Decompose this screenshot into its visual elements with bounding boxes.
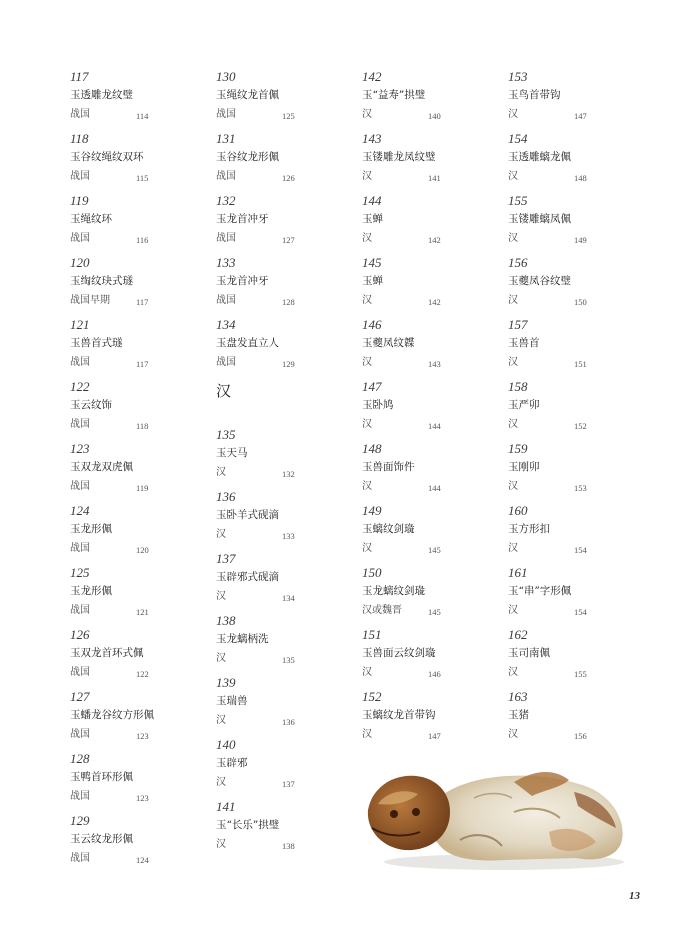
- entry-title: 玉龙螭柄洗: [216, 633, 269, 645]
- entry-title: 玉绳纹环: [70, 213, 112, 225]
- entry-page: 155: [574, 669, 587, 679]
- toc-entry[interactable]: [508, 688, 648, 750]
- toc-entry[interactable]: [362, 688, 502, 750]
- toc-entry[interactable]: [70, 564, 210, 626]
- entry-number: 146: [362, 317, 382, 332]
- entry-page: 125: [282, 111, 295, 121]
- toc-entry[interactable]: [70, 626, 210, 688]
- entry-period: 战国: [216, 233, 236, 244]
- entry-meta: [508, 353, 648, 378]
- toc-entry[interactable]: [216, 674, 356, 736]
- entry-number: 150: [362, 565, 382, 580]
- entry-meta: [70, 353, 210, 378]
- entry-title: 玉天马: [216, 447, 248, 459]
- toc-entry[interactable]: [508, 192, 648, 254]
- entry-meta: [70, 849, 210, 874]
- entry-meta: [362, 229, 502, 254]
- entry-period: 汉: [508, 171, 518, 182]
- entry-period: 汉: [362, 109, 372, 120]
- entry-period: 汉: [508, 357, 518, 368]
- toc-entry[interactable]: [70, 378, 210, 440]
- entry-title: 玉夔凤谷纹璧: [508, 275, 571, 287]
- entry-period: 战国: [216, 295, 236, 306]
- entry-meta: [216, 463, 356, 488]
- entry-number: 147: [362, 379, 382, 394]
- entry-period: 汉: [216, 777, 226, 788]
- toc-entry[interactable]: [362, 130, 502, 192]
- entry-meta: [70, 415, 210, 440]
- entry-period: 战国早期: [70, 295, 110, 306]
- entry-period: 汉: [362, 543, 372, 554]
- entry-number: 139: [216, 675, 236, 690]
- entry-title: 玉兽面饰件: [362, 461, 415, 473]
- entry-meta: [70, 105, 210, 130]
- entry-meta: [362, 167, 502, 192]
- toc-entry[interactable]: [216, 550, 356, 612]
- entry-number: 156: [508, 255, 528, 270]
- entry-title: 玉盘发直立人: [216, 337, 279, 349]
- toc-entry[interactable]: [70, 812, 210, 874]
- entry-meta: [70, 167, 210, 192]
- entry-number: 153: [508, 69, 528, 84]
- entry-title: 玉螭纹龙首带钩: [362, 709, 436, 721]
- entry-title: 玉龙首冲牙: [216, 213, 269, 225]
- entry-number: 130: [216, 69, 236, 84]
- entry-page: 151: [574, 359, 587, 369]
- toc-entry[interactable]: [216, 192, 356, 254]
- entry-title: 玉云纹饰: [70, 399, 112, 411]
- entry-title: 玉蝉: [362, 213, 383, 225]
- entry-title: 玉蝉: [362, 275, 383, 287]
- entry-title: 玉瑞兽: [216, 695, 248, 707]
- entry-number: 142: [362, 69, 382, 84]
- entry-period: 战国: [70, 605, 90, 616]
- entry-number: 145: [362, 255, 382, 270]
- entry-meta: [362, 477, 502, 502]
- page-number: 13: [629, 890, 640, 902]
- entry-period: 汉: [362, 729, 372, 740]
- entry-meta: [362, 539, 502, 564]
- entry-period: 战国: [216, 357, 236, 368]
- entry-period: 战国: [70, 109, 90, 120]
- entry-period: 战国: [216, 109, 236, 120]
- entry-page: 154: [574, 545, 587, 555]
- entry-number: 133: [216, 255, 236, 270]
- jade-beast-image: [364, 762, 630, 872]
- toc-entry[interactable]: [216, 130, 356, 192]
- entry-title: 玉卧鸠: [362, 399, 394, 411]
- entry-page: 117: [136, 359, 149, 369]
- toc-column-3: [362, 68, 502, 750]
- entry-number: 125: [70, 565, 90, 580]
- entry-number: 149: [362, 503, 382, 518]
- entry-period: 汉: [216, 467, 226, 478]
- entry-period: 汉: [508, 233, 518, 244]
- entry-page: 142: [428, 235, 441, 245]
- entry-period: 汉: [362, 357, 372, 368]
- entry-period: 战国: [70, 853, 90, 864]
- entry-period: 汉: [508, 295, 518, 306]
- entry-number: 140: [216, 737, 236, 752]
- entry-page: 133: [282, 531, 295, 541]
- entry-period: 汉: [362, 667, 372, 678]
- entry-title: 玉谷纹龙形佩: [216, 151, 279, 163]
- entry-title: 玉司南佩: [508, 647, 550, 659]
- entry-page: 121: [136, 607, 149, 617]
- toc-entry[interactable]: [362, 378, 502, 440]
- entry-period: 汉: [508, 481, 518, 492]
- entry-meta: [70, 291, 210, 316]
- toc-entry[interactable]: [508, 130, 648, 192]
- toc-entry[interactable]: [362, 68, 502, 130]
- entry-period: 战国: [70, 233, 90, 244]
- entry-period: 汉: [216, 839, 226, 850]
- toc-entry[interactable]: [216, 736, 356, 798]
- entry-period: 战国: [70, 729, 90, 740]
- toc-entry[interactable]: [362, 192, 502, 254]
- toc-entry[interactable]: [70, 192, 210, 254]
- entry-period: 战国: [70, 481, 90, 492]
- entry-title: 玉夔凤纹韘: [362, 337, 415, 349]
- entry-title: 玉镂雕龙凤纹璧: [362, 151, 436, 163]
- toc-entry[interactable]: [70, 316, 210, 378]
- entry-page: 134: [282, 593, 295, 603]
- entry-title: 玉双龙首环式佩: [70, 647, 144, 659]
- entry-meta: [216, 649, 356, 674]
- entry-meta: [508, 229, 648, 254]
- toc-entry[interactable]: [362, 440, 502, 502]
- entry-page: 141: [428, 173, 441, 183]
- entry-period: 战国: [70, 667, 90, 678]
- entry-number: 163: [508, 689, 528, 704]
- entry-page: 150: [574, 297, 587, 307]
- toc-entry[interactable]: [70, 688, 210, 750]
- entry-number: 159: [508, 441, 528, 456]
- entry-period: 战国: [216, 171, 236, 182]
- entry-meta: [362, 415, 502, 440]
- entry-number: 132: [216, 193, 236, 208]
- entry-page: 154: [574, 607, 587, 617]
- entry-meta: [216, 229, 356, 254]
- entry-number: 124: [70, 503, 90, 518]
- entry-number: 136: [216, 489, 236, 504]
- entry-number: 127: [70, 689, 90, 704]
- toc-entry[interactable]: [216, 316, 356, 378]
- toc-column-2: [216, 68, 356, 860]
- entry-period: 战国: [70, 419, 90, 430]
- toc-entry[interactable]: [362, 254, 502, 316]
- entry-meta: [508, 105, 648, 130]
- entry-page: 143: [428, 359, 441, 369]
- entry-number: 137: [216, 551, 236, 566]
- entry-page: 138: [282, 841, 295, 851]
- entry-title: 玉刚卯: [508, 461, 540, 473]
- entry-meta: [216, 711, 356, 736]
- entry-page: 128: [282, 297, 295, 307]
- entry-number: 134: [216, 317, 236, 332]
- entry-number: 119: [70, 193, 89, 208]
- entry-page: 135: [282, 655, 295, 665]
- entry-title: 玉镂雕螭凤佩: [508, 213, 571, 225]
- entry-period: 战国: [70, 543, 90, 554]
- entry-period: 战国: [70, 357, 90, 368]
- toc-entry[interactable]: [362, 316, 502, 378]
- entry-number: 122: [70, 379, 90, 394]
- entry-page: 118: [136, 421, 149, 431]
- entry-page: 124: [136, 855, 149, 865]
- toc-entry[interactable]: [362, 502, 502, 564]
- entry-meta: [70, 725, 210, 750]
- entry-meta: [362, 353, 502, 378]
- entry-title: 玉龙形佩: [70, 523, 112, 535]
- toc-column-1: [70, 68, 210, 874]
- entry-number: 126: [70, 627, 90, 642]
- toc-entry[interactable]: [508, 502, 648, 564]
- entry-page: 146: [428, 669, 441, 679]
- entry-title: 玉卧羊式砚滴: [216, 509, 279, 521]
- toc-entry[interactable]: [508, 316, 648, 378]
- entry-title: 玉龙首冲牙: [216, 275, 269, 287]
- entry-period: 汉: [216, 715, 226, 726]
- entry-page: 115: [136, 173, 149, 183]
- entry-title: 玉绳纹龙首佩: [216, 89, 279, 101]
- entry-title: 玉蟠龙谷纹方形佩: [70, 709, 154, 721]
- entry-page: 142: [428, 297, 441, 307]
- entry-title: 玉透雕螭龙佩: [508, 151, 571, 163]
- entry-page: 129: [282, 359, 295, 369]
- entry-meta: [216, 167, 356, 192]
- entry-title: 玉谷纹绳纹双环: [70, 151, 144, 163]
- entry-meta: [70, 663, 210, 688]
- entry-page: 140: [428, 111, 441, 121]
- entry-period: 汉: [362, 233, 372, 244]
- entry-meta: [508, 477, 648, 502]
- toc-entry[interactable]: [508, 254, 648, 316]
- entry-title: 玉鸟首带钩: [508, 89, 561, 101]
- entry-meta: [70, 229, 210, 254]
- entry-title: 玉严卯: [508, 399, 540, 411]
- entry-page: 127: [282, 235, 295, 245]
- entry-period: 战国: [70, 171, 90, 182]
- entry-page: 156: [574, 731, 587, 741]
- entry-page: 114: [136, 111, 149, 121]
- entry-number: 158: [508, 379, 528, 394]
- entry-page: 147: [428, 731, 441, 741]
- entry-page: 123: [136, 731, 149, 741]
- entry-meta: [508, 663, 648, 688]
- entry-title: 玉龙螭纹剑璏: [362, 585, 425, 597]
- entry-period: 汉: [216, 529, 226, 540]
- entry-number: 161: [508, 565, 528, 580]
- entry-meta: [70, 477, 210, 502]
- toc-entry[interactable]: [70, 130, 210, 192]
- entry-title: 玉兽首: [508, 337, 540, 349]
- entry-title: 玉兽首式璲: [70, 337, 123, 349]
- entry-page: 123: [136, 793, 149, 803]
- entry-number: 141: [216, 799, 236, 814]
- entry-number: 162: [508, 627, 528, 642]
- entry-page: 152: [574, 421, 587, 431]
- entry-period: 汉: [362, 481, 372, 492]
- entry-meta: [216, 353, 356, 378]
- entry-number: 157: [508, 317, 528, 332]
- entry-period: 汉: [362, 171, 372, 182]
- entry-page: 148: [574, 173, 587, 183]
- toc-entry[interactable]: [216, 254, 356, 316]
- entry-page: 149: [574, 235, 587, 245]
- toc-entry[interactable]: [362, 626, 502, 688]
- entry-meta: [508, 601, 648, 626]
- entry-number: 128: [70, 751, 90, 766]
- toc-entry[interactable]: [362, 564, 502, 626]
- toc-entry[interactable]: [70, 254, 210, 316]
- entry-meta: [362, 725, 502, 750]
- entry-page: 144: [428, 421, 441, 431]
- entry-title: 玉云纹龙形佩: [70, 833, 133, 845]
- entry-period: 战国: [70, 791, 90, 802]
- entry-period: 汉: [508, 729, 518, 740]
- entry-title: 玉双龙双虎佩: [70, 461, 133, 473]
- entry-page: 119: [136, 483, 149, 493]
- entry-meta: [362, 105, 502, 130]
- entry-period: 汉: [508, 543, 518, 554]
- entry-meta: [362, 663, 502, 688]
- entry-meta: [508, 539, 648, 564]
- entry-title: 玉绹纹玦式璲: [70, 275, 133, 287]
- entry-period: 汉: [362, 295, 372, 306]
- entry-number: 155: [508, 193, 528, 208]
- entry-title: 玉“串”字形佩: [508, 585, 572, 597]
- entry-number: 121: [70, 317, 90, 332]
- entry-title: 玉方形扣: [508, 523, 550, 535]
- entry-title: 玉辟邪: [216, 757, 248, 769]
- entry-period: 汉: [508, 605, 518, 616]
- entry-meta: [508, 725, 648, 750]
- entry-meta: [216, 587, 356, 612]
- entry-page: 145: [428, 607, 441, 617]
- entry-title: 玉“长乐”拱璧: [216, 819, 280, 831]
- entry-number: 135: [216, 427, 236, 442]
- entry-meta: [70, 601, 210, 626]
- toc-entry[interactable]: [70, 440, 210, 502]
- entry-meta: [362, 601, 502, 626]
- toc-entry[interactable]: [508, 68, 648, 130]
- entry-number: 154: [508, 131, 528, 146]
- entry-title: 玉辟邪式砚滴: [216, 571, 279, 583]
- entry-number: 152: [362, 689, 382, 704]
- toc-entry[interactable]: [216, 426, 356, 488]
- section-heading: 汉: [216, 382, 232, 400]
- entry-period: 汉: [216, 653, 226, 664]
- entry-period: 汉: [362, 419, 372, 430]
- entry-meta: [216, 525, 356, 550]
- entry-period: 汉或魏晋: [362, 605, 402, 616]
- entry-page: 126: [282, 173, 295, 183]
- entry-page: 117: [136, 297, 149, 307]
- entry-number: 148: [362, 441, 382, 456]
- toc-entry[interactable]: [508, 440, 648, 502]
- toc-entry[interactable]: [216, 68, 356, 130]
- entry-page: 153: [574, 483, 587, 493]
- entry-meta: [508, 291, 648, 316]
- toc-entry[interactable]: [70, 502, 210, 564]
- entry-number: 151: [362, 627, 382, 642]
- entry-meta: [216, 835, 356, 860]
- toc-entry[interactable]: [216, 798, 356, 860]
- entry-period: 汉: [508, 667, 518, 678]
- toc-entry[interactable]: [216, 612, 356, 674]
- entry-meta: [508, 167, 648, 192]
- entry-page: 136: [282, 717, 295, 727]
- entry-number: 118: [70, 131, 89, 146]
- entry-number: 131: [216, 131, 236, 146]
- entry-meta: [362, 291, 502, 316]
- entry-number: 117: [70, 69, 89, 84]
- entry-page: 144: [428, 483, 441, 493]
- entry-page: 137: [282, 779, 295, 789]
- entry-number: 138: [216, 613, 236, 628]
- entry-meta: [216, 105, 356, 130]
- toc-entry[interactable]: [70, 68, 210, 130]
- entry-number: 160: [508, 503, 528, 518]
- entry-page: 147: [574, 111, 587, 121]
- entry-meta: [508, 415, 648, 440]
- entry-page: 145: [428, 545, 441, 555]
- entry-title: 玉猪: [508, 709, 529, 721]
- toc-entry[interactable]: [508, 378, 648, 440]
- entry-page: 132: [282, 469, 295, 479]
- entry-title: 玉兽面云纹剑璏: [362, 647, 436, 659]
- entry-meta: [70, 787, 210, 812]
- entry-period: 汉: [508, 419, 518, 430]
- entry-title: 玉螭纹剑璏: [362, 523, 415, 535]
- entry-number: 143: [362, 131, 382, 146]
- entry-title: 玉透雕龙纹璧: [70, 89, 133, 101]
- entry-title: 玉龙形佩: [70, 585, 112, 597]
- toc-entry[interactable]: [508, 564, 648, 626]
- entry-number: 144: [362, 193, 382, 208]
- entry-page: 116: [136, 235, 149, 245]
- entry-meta: [70, 539, 210, 564]
- entry-page: 120: [136, 545, 149, 555]
- entry-title: 玉鸭首环形佩: [70, 771, 133, 783]
- entry-number: 123: [70, 441, 90, 456]
- toc-entry[interactable]: [216, 488, 356, 550]
- entry-period: 汉: [508, 109, 518, 120]
- entry-page: 122: [136, 669, 149, 679]
- toc-column-4: [508, 68, 648, 750]
- entry-period: 汉: [216, 591, 226, 602]
- entry-title: 玉“益寿”拱璧: [362, 89, 426, 101]
- toc-entry[interactable]: [508, 626, 648, 688]
- entry-number: 129: [70, 813, 90, 828]
- entry-meta: [216, 291, 356, 316]
- entry-number: 120: [70, 255, 90, 270]
- toc-entry[interactable]: [70, 750, 210, 812]
- entry-meta: [216, 773, 356, 798]
